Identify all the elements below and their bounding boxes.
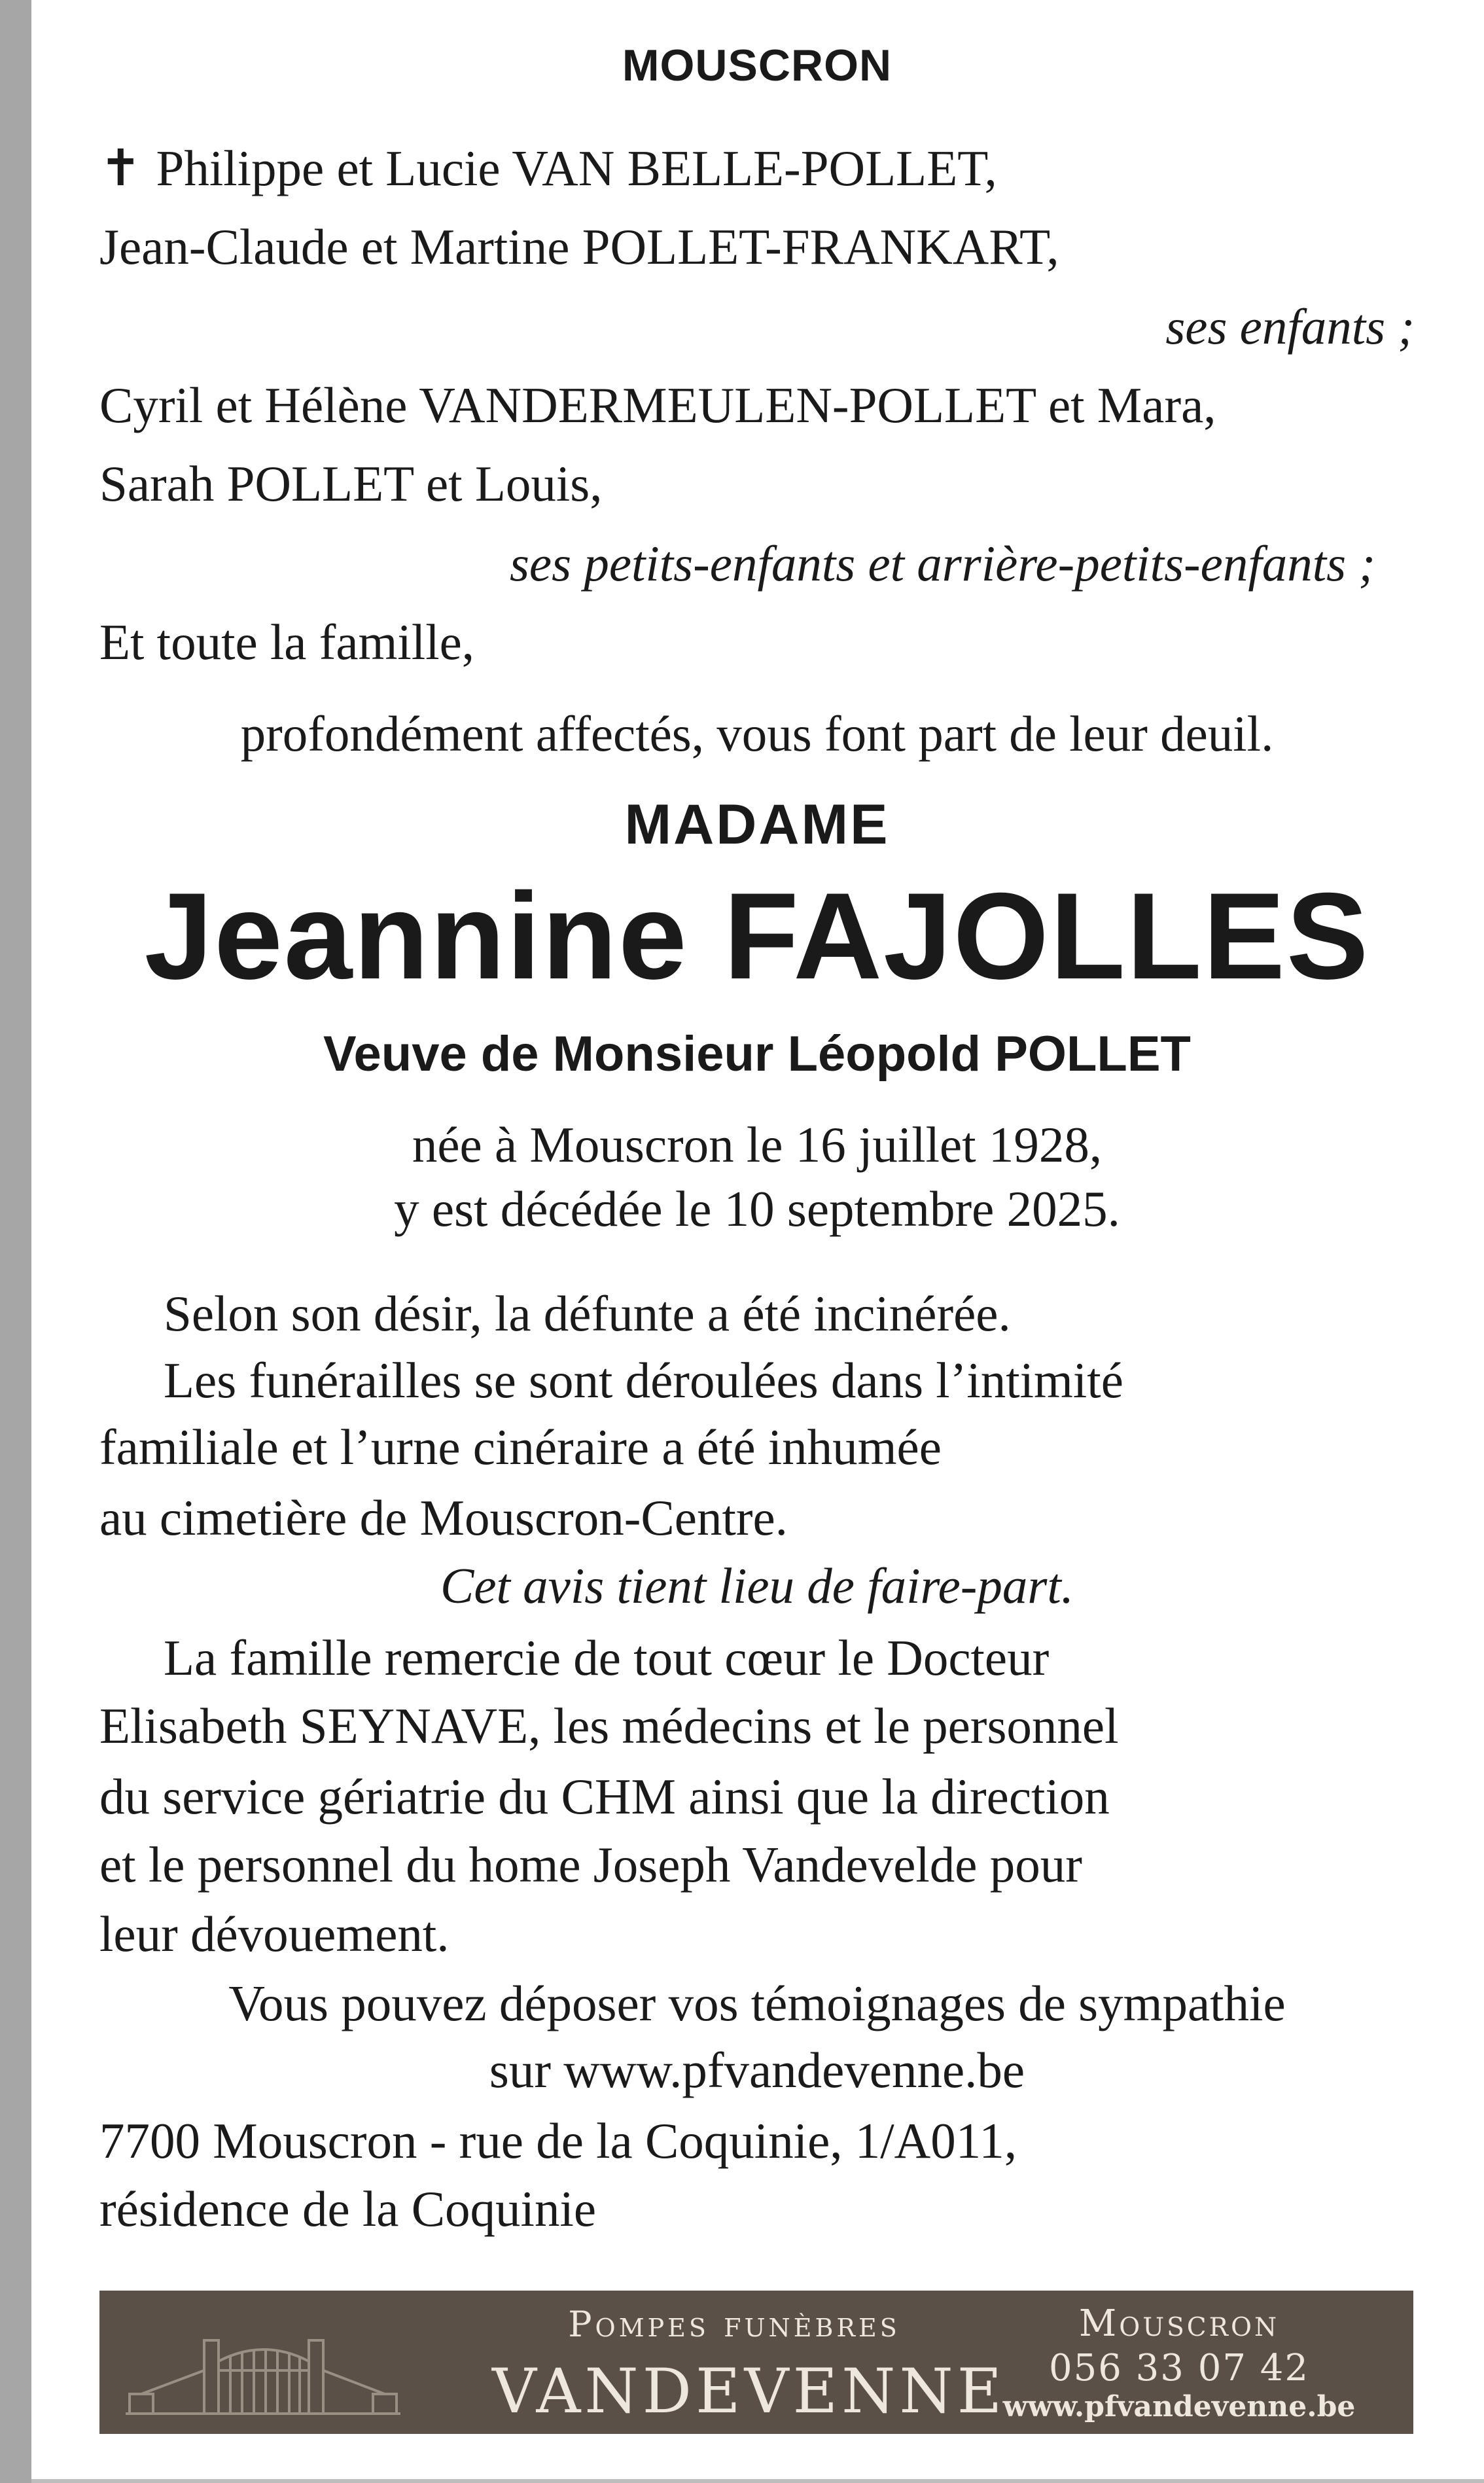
thanks-text-4: et le personnel du home Joseph Vandevelde pour	[99, 1836, 1082, 1893]
grandchildren-line-1: Cyril et Hélène VANDERMEULEN-POLLET et Mara,	[99, 377, 1216, 433]
children-label: ses enfants ;	[1165, 298, 1415, 355]
funeral-home-website[interactable]: www.pfvandevenne.be	[1002, 2390, 1356, 2423]
funeral-text-3: au cimetière de Mouscron-Centre.	[99, 1490, 788, 1546]
notice-text: Cet avis tient lieu de faire-part.	[440, 1558, 1074, 1614]
death-info: y est décédée le 10 septembre 2025.	[394, 1181, 1120, 1237]
cross-icon: ✝	[99, 140, 142, 196]
left-margin-bar	[0, 0, 31, 2483]
funeral-home-banner	[99, 2291, 1413, 2434]
condolences-text-2: sur www.pfvandevenne.be	[489, 2042, 1025, 2098]
town-heading: MOUSCRON	[622, 41, 892, 90]
widow-of: Veuve de Monsieur Léopold POLLET	[323, 1026, 1191, 1082]
grandchildren-line-2: Sarah POLLET et Louis,	[99, 456, 603, 512]
birth-info: née à Mouscron le 16 juillet 1928,	[412, 1116, 1103, 1173]
funeral-home-town: Mouscron	[1078, 2302, 1280, 2345]
children-line-2: Jean-Claude et Martine POLLET-FRANKART,	[99, 219, 1059, 275]
bottom-divider	[31, 2479, 1484, 2483]
cremation-text: Selon son désir, la défunte a été incinérée.	[164, 1285, 1011, 1342]
thanks-text-5: leur dévouement.	[99, 1906, 450, 1962]
announcement: profondément affectés, vous font part de leur deuil.	[240, 706, 1274, 762]
children-names-1: Philippe et Lucie VAN BELLE-POLLET,	[156, 140, 997, 196]
funeral-home-name: VANDEVENNE	[492, 2356, 1006, 2427]
funeral-home-label: Pompes funèbres	[568, 2304, 900, 2345]
condolences-text-1: Vous pouvez déposer vos témoignages de sympathie	[228, 1975, 1286, 2031]
deceased-name: Jeannine FAJOLLES	[144, 867, 1370, 1005]
funeral-text-1: Les funérailles se sont déroulées dans l’intimité	[164, 1352, 1123, 1408]
funeral-text-2: familiale et l’urne cinéraire a été inhumée	[99, 1419, 942, 1475]
thanks-text-1: La famille remercie de tout cœur le Docteur	[164, 1630, 1050, 1686]
address-line-1: 7700 Mouscron - rue de la Coquinie, 1/A011,	[99, 2113, 1017, 2169]
thanks-text-3: du service gériatrie du CHM ainsi que la direction	[99, 1768, 1110, 1825]
gate-icon	[126, 2331, 400, 2416]
grandchildren-label: ses petits-enfants et arrière-petits-enfants ;	[509, 535, 1375, 592]
funeral-home-phone: 056 33 07 42	[1048, 2347, 1310, 2389]
thanks-text-2: Elisabeth SEYNAVE, les médecins et le personnel	[99, 1698, 1119, 1754]
address-line-2: résidence de la Coquinie	[99, 2181, 597, 2237]
deceased-title: MADAME	[624, 793, 890, 856]
family-line: Et toute la famille,	[99, 614, 475, 670]
children-line-1	[99, 130, 997, 207]
